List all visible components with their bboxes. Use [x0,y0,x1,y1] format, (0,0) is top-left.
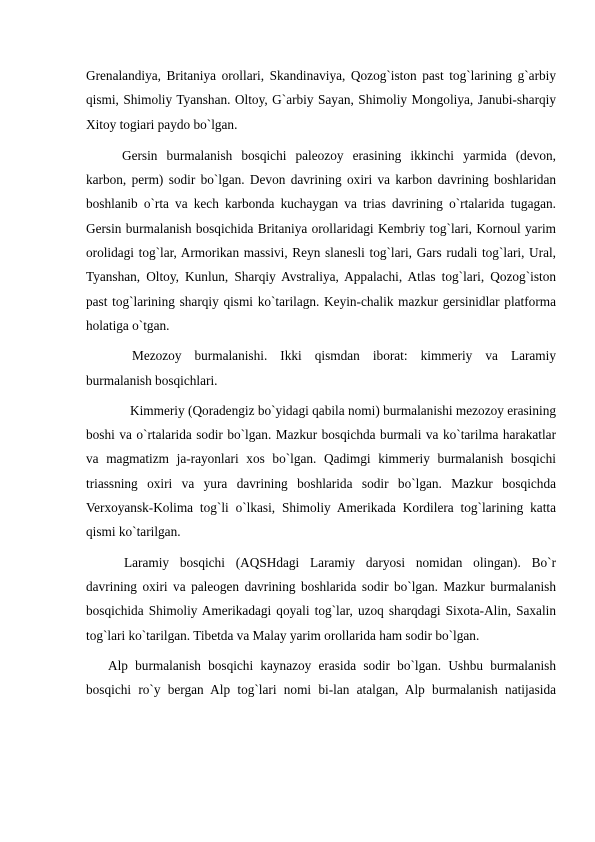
paragraph-hercynian-folding: Gersin burmalanish bosqichi paleozoy erasining ikkinchi yarmida (devon, karbon, perm) sodir bo`lgan. Devon davrining oxiri va karbon davrining boshlaridan boshlanib o`rta va kech karbonda kuchaygan va trias davrining o`rtalarida tugagan. Gersin burmalanish bosqichida Britaniya orollaridagi Kembriy tog`lari, Kornoul yarim orolidagi tog`lar, Armorikan massivi, Reyn slanesli tog`lari, Gars rudali tog`lari, Ural, Tyanshan, Oltoy, Kunlun, Sharqiy Avstraliya, Appalachi, Atlas tog`lari, Qozog`iston past tog`larining sharqiy qismi ko`tarilagn. Keyin-chalik mazkur gersinidlar platforma holatiga o`tgan. [86,147,556,333]
paragraph-alpine-folding: Alp burmalanish bosqichi kaynazoy erasida sodir bo`lgan. Ushbu burmalanish bosqichi ro`y bergan Alp tog`lari nomi bi-lan atalgan, Alp burmalanish natijasida [86,657,556,698]
paragraph-laramide-stage: Laramiy bosqichi (AQSHdagi Laramiy daryosi nomidan olingan). Bo`r davrining oxiri va paleogen davrining boshlarida sodir bo`lgan. Mazkur burmalanish bosqichida Shimoliy Amerikadagi qoyali tog`lar, uzoq sharqdagi Sixota-Alin, Saxalin tog`lari ko`tarilgan. Tibetda va Malay yarim orollarida ham sodir bo`lgan. [86,554,556,643]
paragraph-caledonian-continued: Grenalandiya, Britaniya orollari, Skandinaviya, Qozog`iston past tog`larining g`arbiy qismi, Shimoliy Tyanshan. Oltoy, G`arbiy Sayan, Shimoliy Mongoliya, Janubi-sharqiy Xitoy togiari paydo bo`lgan. [86,68,556,132]
paragraph-cimmerian-folding: Kimmeriy (Qoradengiz bo`yidagi qabila nomi) burmalanishi mezozoy erasining boshi va o`rtalarida sodir bo`lgan. Mazkur bosqichda burmali va ko`tarilma harakatlar va magmatizm ja-rayonlari xos bo`lgan. Qadimgi kimmeriy burmalanish bosqichi triassning oxiri va yura davrining boshlarida sodir bo`lgan. Mazkur bosqichda Verxoyansk-Kolima tog`li o`lkasi, Shimoliy Amerikada Kordilera tog`larining katta qismi ko`tarilgan. [86,402,556,540]
document-page [86,64,556,702]
paragraph-mesozoic-folding: Mezozoy burmalanishi. Ikki qismdan iborat: kimmeriy va Laramiy burmalanish bosqichlari. [86,348,556,388]
